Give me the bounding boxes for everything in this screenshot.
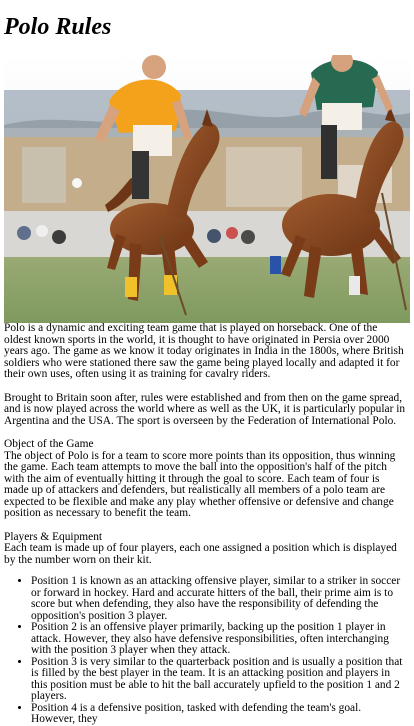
position-list [4,576,406,726]
section-heading-object: Object of the Game [4,438,94,450]
list-item-position-1: • Position 1 is known as an attacking offensive player, similar to a striker in soccer or forward in hockey. Hard and accurate hitters of the ball, their prime aim is to score but when defending, they also have the responsibility of defending the opposition's position 3 player. [31,576,406,622]
section-object-of-game [4,439,406,520]
section-players-equipment [4,532,406,726]
section-heading-players: Players & Equipment [4,530,103,543]
list-item-position-2: • Position 2 is an offensive player primarily, backing up the position 1 player in attack. However, they also have defensive responsibilities, often interchanging with the position 3 player when they attack. [31,622,406,657]
section-body-object: The object of Polo is for a team to score more points than its opposition, thus winning the game. Each team attempts to move the ball into the opposition's half of the pitch with the aim of eventually hitting it through the goal to score. Each team of four is made up of attackers and defenders, but realistically all members of a polo team are expected to be flexible and make any play whether offensive or defensive and change position as necessary to benefit the team. [4,449,396,519]
section-body-players: Each team is made up of four players, each one assigned a position which is displayed by the number worn on their kit. [4,542,397,566]
polo-match-photo [4,55,410,323]
intro-paragraph-1: Polo is a dynamic and exciting team game that is played on horseback. One of the oldest known sports in the world, it is thought to have originated in Persia over 2000 years ago. The game as we know it today originates in India in the 1800s, where British soldiers who were stationed there saw the game being played locally and adapted it for their own uses, often using it as training for cavalry riders. [4,322,404,380]
page-title: Polo Rules [4,14,112,40]
list-item-position-3: • Position 3 is very similar to the quarterback position and is usually a position that is filled by the best player in the team. It is an attacking position and players in this position must be able to hit the ball accurately upfield to the position 1 and 2 players. [31,657,406,703]
article-body [4,323,406,726]
intro-paragraph-2: Brought to Britain soon after, rules were established and from then on the game spread, and is now played across the world where as well as the UK, it is particularly popular in Argentina and the USA. The sport is overseen by the Federation of International Polo. [4,391,406,427]
list-item-position-4: • Position 4 is a defensive position, tasked with defending the team's goal. However, they [31,703,406,726]
